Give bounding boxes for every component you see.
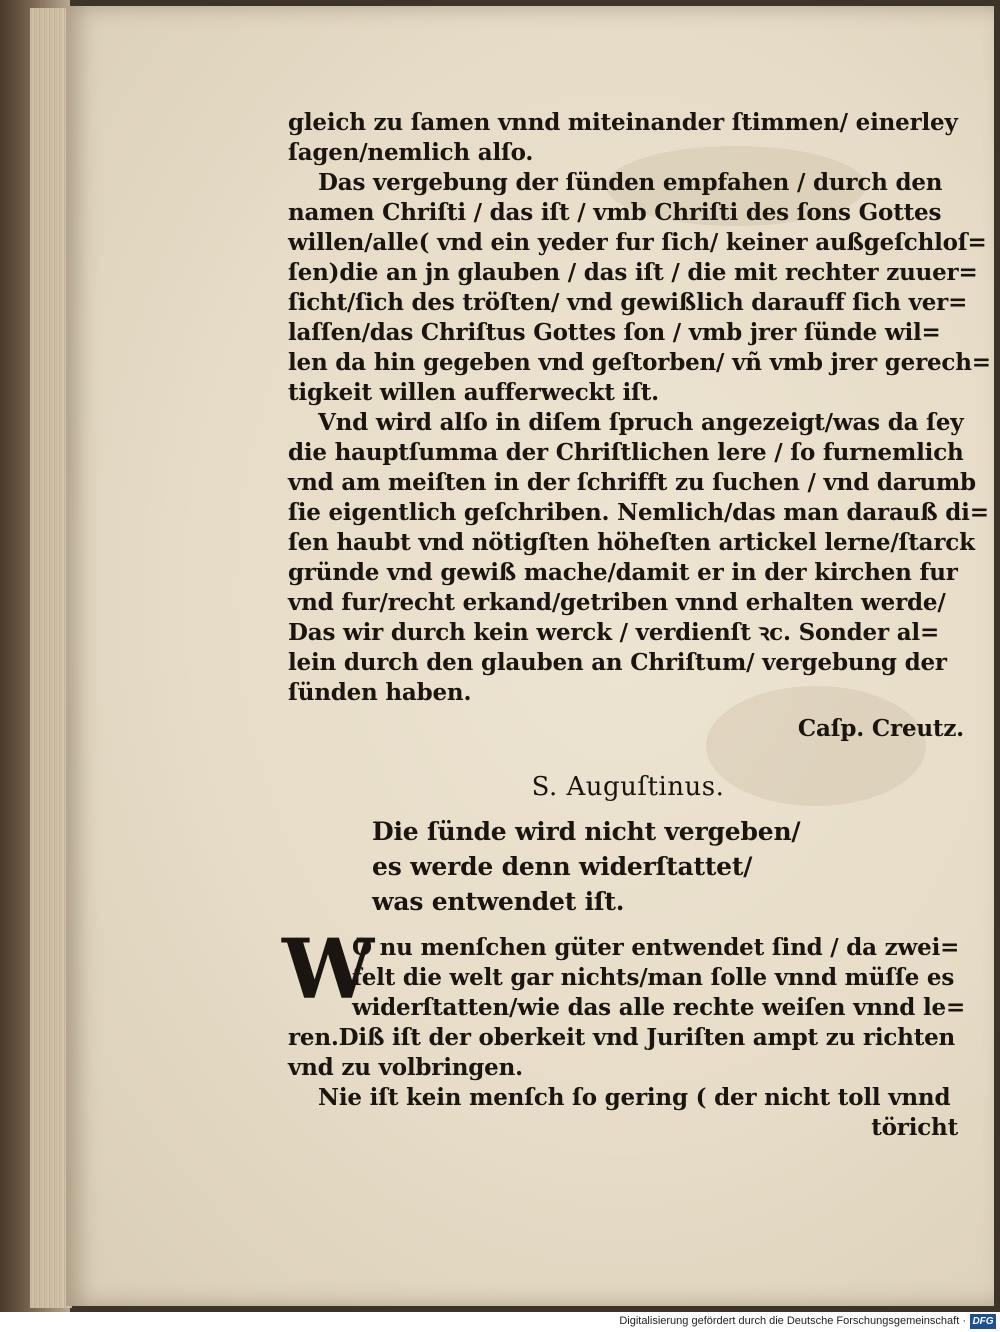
text-line: willen/alle( vnd ein yeder fur ſich/ keiner außgeſchloſ= — [288, 229, 987, 256]
motto-line: Die ſünde wird nicht vergeben/ — [372, 817, 801, 846]
text-line: laſſen/das Chriſtus Gottes ſon / vmb jrer ſünde wil= — [288, 319, 941, 346]
text-line: ſünden haben. — [288, 679, 472, 706]
text-line: gleich zu ſamen vnnd miteinander ſtimmen/ einerley — [288, 109, 958, 136]
text-line: vnd zu volbringen. — [288, 1054, 523, 1081]
page-text — [282, 108, 991, 1143]
text-line: len da hin gegeben vnd geſtorben/ vñ vmb jrer gerech= — [288, 349, 991, 376]
footer-bar — [0, 1312, 1000, 1332]
text-line: ſen)die an jn glauben / das iſt / die mit rechter zuuer= — [288, 259, 978, 286]
text-line: Das wir durch kein werck / verdienſt ꝛc. Sonder al= — [288, 619, 940, 646]
text-line: ſagen/nemlich alſo. — [288, 139, 534, 166]
text-line: ren.Diß iſt der oberkeit vnd Juriſten ampt zu richten — [288, 1024, 956, 1051]
motto — [288, 814, 968, 919]
motto-line: was entwendet iſt. — [372, 887, 625, 916]
motto-line: es werde denn widerſtattet/ — [372, 852, 753, 881]
text-line: lein durch den glauben an Chriſtum/ vergebung der — [288, 649, 947, 676]
funding-notice: Digitalisierung gefördert durch die Deutsche Forschungsgemeinschaft · — [619, 1315, 966, 1327]
paragraph-3 — [288, 408, 989, 708]
dfg-logo: DFG — [970, 1314, 996, 1329]
drop-capital: W — [282, 922, 374, 1018]
section-heading: S. Auguſtinus. — [531, 772, 725, 802]
paragraph-5 — [288, 1083, 968, 1143]
paragraph-4 — [282, 922, 968, 1083]
text-line: widerſtatten/wie das alle rechte weiſen vnnd le= — [352, 994, 966, 1021]
text-line: Vnd wird alſo in diſem ſpruch angezeigt/was da ſey — [318, 409, 964, 436]
text-line: Das vergebung der ſünden empfahen / durch den — [318, 169, 943, 196]
text-line: gründe vnd gewiß mache/damit er in der kirchen fur — [288, 559, 958, 586]
text-line: die hauptſumma der Chriſtlichen lere / ſo furnemlich — [288, 439, 964, 466]
text-line: ſicht/ſich des tröſten/ vnd gewißlich darauff ſich ver= — [288, 289, 968, 316]
catchword: töricht — [871, 1114, 958, 1141]
text-line: ſie eigentlich geſchriben. Nemlich/das man darauß di= — [288, 499, 989, 526]
paragraph-1 — [288, 108, 968, 168]
text-line: ſen haubt vnd nötigſten höheſten artickel lerne/ſtarck — [288, 529, 975, 556]
text-line: Nie iſt kein menſch ſo gering ( der nicht toll vnnd — [318, 1084, 951, 1111]
paragraph-2 — [288, 168, 991, 408]
text-line: felt die welt gar nichts/man ſolle vnnd müſſe es — [352, 964, 955, 991]
text-line: namen Chriſti / das iſt / vmb Chriſti des ſons Gottes — [288, 199, 942, 226]
text-line: O nu menſchen güter entwendet ſind / da zwei= — [352, 934, 960, 961]
signature: Caſp. Creutz. — [797, 715, 964, 742]
text-line: vnd fur/recht erkand/getriben vnnd erhalten werde/ — [288, 589, 946, 616]
text-line: vnd am meiſten in der ſchrifft zu ſuchen / vnd darumb — [288, 469, 976, 496]
text-line: tigkeit willen aufferweckt iſt. — [288, 379, 659, 406]
